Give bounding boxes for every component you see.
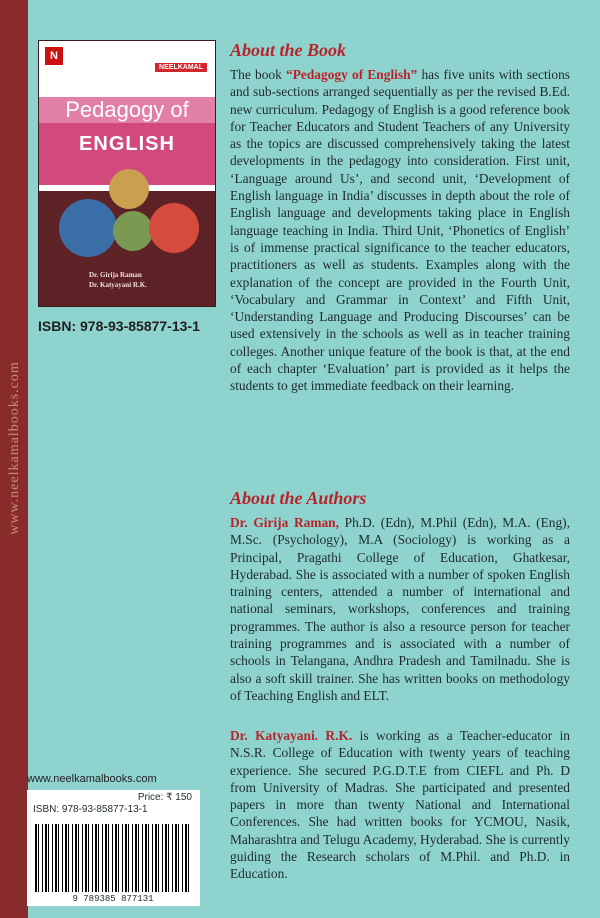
price-label: Price: ₹ 150: [137, 792, 192, 803]
barcode-isbn: ISBN: 978-93-85877-13-1: [33, 804, 148, 815]
barcode-website: www.neelkamalbooks.com: [27, 773, 157, 785]
globe-icon: [59, 199, 117, 257]
publisher-logo-icon: N: [45, 47, 63, 65]
cover-author1: Dr. Girija Raman: [89, 271, 142, 279]
author2-paragraph: Dr. Katyayani. R.K. is working as a Teacher-educator in N.S.R. College of Education with twenty years of teaching experience. She secured P.G.D.T.E from CIEFL and Ph. D from University of Madras. She participated and presented papers in more than twenty National and International Conferences. She had written books for YCMOU, Nasik, Maharashtra and Telugu Academy, Hyderabad. She is currently guiding the Research scholars of M.Phil. and Ph.D. in Education.: [230, 728, 571, 882]
cover-title-line1: Pedagogy of: [65, 97, 189, 122]
globe-icon: [113, 211, 153, 251]
barcode-panel: [27, 773, 200, 906]
barcode-icon: [35, 824, 191, 892]
spine-website: www.neelkamalbooks.com: [7, 361, 22, 535]
cover-thumbnail: [38, 40, 216, 307]
about-authors-heading: About the Authors: [230, 488, 367, 508]
author1-paragraph: Dr. Girija Raman, Ph.D. (Edn), M.Phil (Edn), M.A. (Eng), M.Sc. (Psychology), M.A (Sociology) is working as a Principal, Pragathi College of Education, Ghatkesar, Hyderabad. She is associated with a number of spoken English training centers, attended a number of international and national seminars, workshops, conferences and training programmes. The author is also a resource person for teacher training programmes and is associated with a number of schools in Telangana, Andhra Pradesh and Tamilnadu. She is also a soft skill trainer. She has written books on methodology of Teaching English and ELT.: [230, 515, 570, 703]
about-book-paragraph: The book “Pedagogy of English” has five units with sections and sub-sections arranged sequentially as per the revised B.Ed. new curriculum. Pedagogy of English is a good reference book for Teacher Educators and Student Teachers of any University as the topics are discussed comprehensively taking the latest developments in the pedagogy into consideration. First unit, ‘Language around Us’, and second unit, ‘Development of English language in India’ discusses in depth about the role of English language and developments taking place in English language teaching in India. Third Unit, ‘Phonetics of English’ is of immense practical significance to the teacher educators, practitioners as well as students. Examples along with the explanation of the concept are provided in the Fourth Unit, ‘Vocabulary and Grammar in Context’ and Fifth Unit, ‘Understanding Language and Producing Discourses’ can be used extensively in the schools as well as in teacher training colleges. Another unique feature of the book is that, at the end of each chapter ‘Evaluation’ part is provided as it helps the students to get immediate feedback on their learning.: [230, 67, 570, 394]
author1-name: Dr. Girija Raman,: [230, 515, 339, 530]
publisher-badge: NEELKAMAL: [155, 63, 207, 72]
globe-icon: [109, 169, 149, 209]
barcode-digits: 9 789385 877131: [72, 894, 154, 904]
cover-title-line2: ENGLISH: [79, 133, 175, 155]
globe-icon: [149, 203, 199, 253]
about-book-heading: About the Book: [230, 40, 347, 60]
author2-name: Dr. Katyayani. R.K.: [230, 728, 353, 743]
isbn-label: ISBN: 978-93-85877-13-1: [38, 318, 200, 334]
book-title-quote: “Pedagogy of English”: [286, 67, 418, 82]
cover-author2: Dr. Katyayani R.K.: [89, 281, 147, 289]
